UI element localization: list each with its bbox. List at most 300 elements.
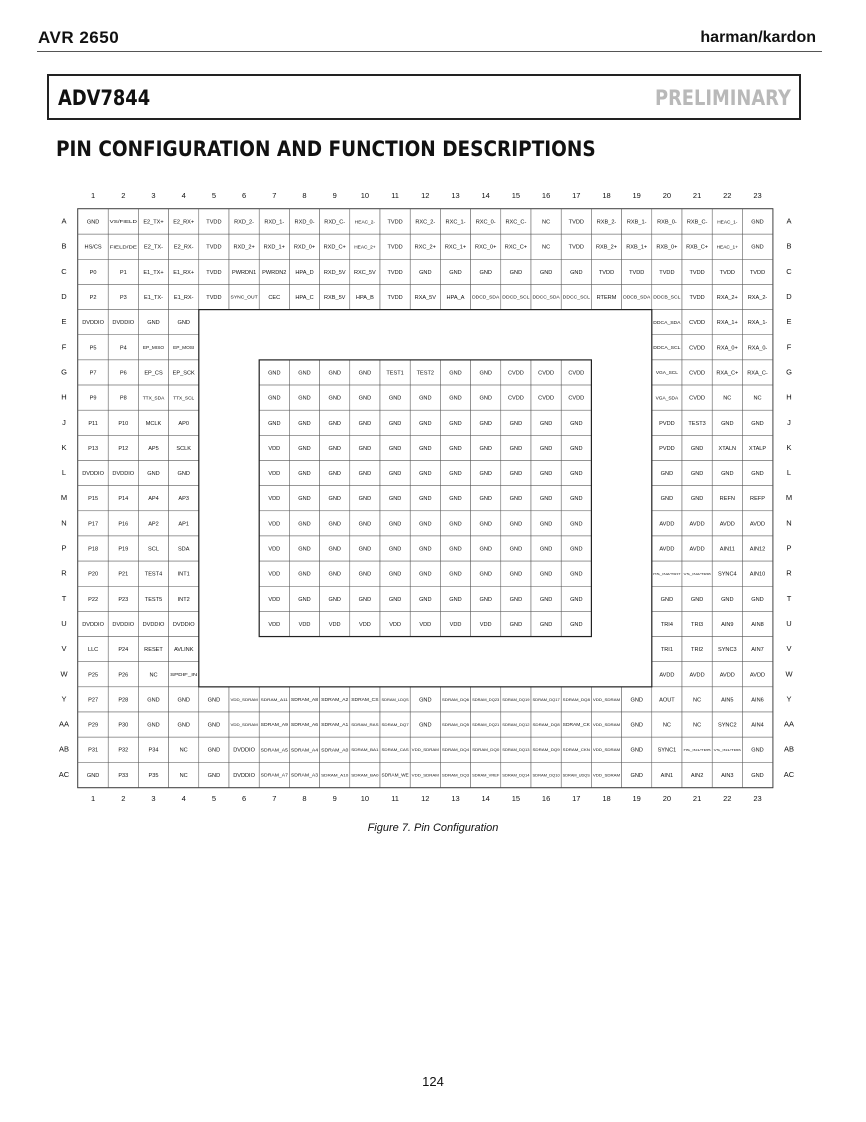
pin-label: DVDDIO [112, 320, 135, 327]
column-label-bottom: 11 [391, 793, 399, 803]
pin-label: LLC [87, 647, 99, 654]
pin-label: RXB_2+ [596, 244, 617, 251]
pin-label: AVDD [659, 546, 675, 553]
pin-label: CVDD [568, 370, 585, 377]
pin-label: TTX_SDA [142, 396, 165, 402]
pin-label: GND [86, 219, 100, 226]
pin-label: SYNC2 [717, 722, 737, 729]
pin-label: GND [388, 596, 402, 603]
pin-label: AIN6 [751, 697, 764, 704]
pin-label: RXB_C+ [686, 244, 709, 251]
pin-label: GND [570, 596, 583, 603]
pin-label: HPA_B [355, 295, 374, 302]
pin-label: P26 [118, 672, 129, 679]
pin-label: E2_TX- [144, 244, 163, 251]
pin-label: SDRAM_DQ9 [532, 748, 560, 753]
pin-label: DVDDIO [82, 320, 104, 327]
pin-label: FIELD/DE [109, 244, 138, 250]
pin-label: GND [298, 496, 311, 503]
pin-label: RESET [144, 647, 163, 654]
column-label-top: 1 [91, 190, 96, 200]
pin-label: RXC_2+ [414, 244, 436, 251]
row-label-left: B [61, 241, 67, 251]
pin-label: NC [542, 244, 551, 251]
pin-label: TVDD [387, 219, 403, 226]
column-label-top: 5 [211, 190, 216, 200]
column-label-top: 8 [302, 190, 307, 200]
pin-label: GND [479, 269, 492, 276]
pin-label: AIN8 [751, 621, 764, 628]
pin-label: SDRAM_DQ19 [502, 697, 530, 702]
pin-label: SDRAM_UDQS [562, 773, 591, 778]
pin-label: RXB_0- [657, 219, 677, 226]
pin-label: GND [449, 445, 462, 452]
pin-label: VS_IN2/TRI8 [683, 571, 712, 576]
pin-label: GND [328, 546, 341, 553]
pin-label: P20 [88, 571, 99, 578]
column-label-bottom: 13 [451, 793, 460, 803]
pin-label: GND [328, 471, 341, 478]
pin-label: P17 [88, 521, 99, 528]
pin-label: GND [419, 471, 432, 478]
pin-label: TEST1 [386, 370, 404, 377]
row-label-left: T [61, 593, 67, 603]
pin-label: REFP [750, 496, 765, 503]
pin-label: VDD [419, 621, 432, 628]
column-label-top: 23 [753, 190, 762, 200]
pin-label: AIN1 [660, 772, 674, 779]
pin-label: TRI2 [691, 647, 704, 654]
pin-label: SDRAM_CAS [381, 748, 410, 753]
pin-label: DVDDIO [233, 772, 255, 779]
pin-label: CVDD [538, 370, 555, 377]
row-label-right: G [786, 367, 792, 377]
pin-label: SDRAM_A11 [260, 697, 288, 702]
pin-label: GND [358, 471, 372, 478]
pin-label: GND [570, 420, 583, 427]
pin-label: GND [660, 596, 674, 603]
pin-label: GND [388, 546, 402, 553]
pin-label: GND [751, 244, 764, 251]
pin-label: GND [419, 445, 432, 452]
pin-label: GND [509, 521, 523, 528]
section-heading: PIN CONFIGURATION AND FUNCTION DESCRIPTIONS [56, 137, 596, 161]
pin-label: GND [419, 269, 432, 276]
pin-label: E1_TX+ [143, 269, 164, 276]
pin-label: GND [449, 521, 462, 528]
row-label-left: J [62, 417, 66, 427]
column-label-bottom: 8 [302, 793, 307, 803]
pin-label: NC [662, 722, 671, 729]
row-label-left: K [61, 442, 67, 452]
pin-label: NC [693, 697, 702, 704]
pin-label: DDCB_SCL [653, 294, 682, 300]
pin-label: GND [419, 722, 432, 729]
pin-label: RXD_1- [264, 219, 285, 226]
pin-label: GND [298, 596, 311, 603]
pin-label: E2_TX+ [143, 219, 164, 226]
pin-label: DVDDIO [112, 471, 135, 478]
pin-label: SDRAM_A0 [321, 747, 350, 753]
pin-label: VDD_SDRAM [230, 697, 258, 702]
pin-label: GND [328, 370, 341, 377]
pin-label: GND [177, 320, 190, 327]
row-label-left: W [60, 669, 68, 679]
pin-label: RXC_C+ [504, 244, 528, 251]
column-label-top: 19 [632, 190, 641, 200]
pin-label: GND [449, 395, 462, 402]
pin-label: CVDD [689, 320, 706, 327]
pin-label: AIN7 [751, 647, 764, 654]
pin-label: GND [177, 471, 190, 478]
pin-label: SDRAM_DQ0 [472, 748, 500, 753]
pin-label: GND [298, 445, 311, 452]
pin-label: AP3 [178, 496, 189, 503]
pin-label: GND [207, 747, 221, 754]
pin-label: VDD [389, 621, 402, 628]
pin-label: GND [570, 621, 583, 628]
pin-label: GND [419, 496, 432, 503]
pin-label: GND [298, 521, 311, 528]
pin-label: GND [358, 571, 372, 578]
pin-label: DDCA_SDA [653, 319, 681, 325]
pin-label: AVDD [719, 672, 735, 679]
pin-label: GND [147, 722, 160, 729]
pin-label: HS/CS [84, 244, 102, 251]
column-label-top: 12 [421, 190, 430, 200]
pin-label: SDRAM_DQ8 [562, 697, 590, 702]
pin-label: P30 [118, 722, 129, 729]
column-label-top: 7 [272, 190, 277, 200]
pin-label: SDRAM_DQ3 [441, 773, 470, 778]
pin-label: PWRDN2 [262, 269, 287, 276]
pin-label: GND [539, 521, 553, 528]
pin-label: P7 [89, 370, 97, 377]
pin-label: GND [690, 496, 704, 503]
pin-label: HEAC_2+ [354, 245, 376, 251]
pin-label: TVDD [387, 244, 403, 251]
pin-label: SYNC1 [657, 747, 677, 754]
pin-label: NC [542, 219, 551, 226]
pin-label: GND [449, 420, 462, 427]
pin-label: TRI1 [660, 647, 673, 654]
column-label-top: 13 [451, 190, 460, 200]
pin-label: VDD [479, 621, 492, 628]
pin-label: GND [449, 546, 462, 553]
status-watermark: PRELIMINARY [655, 86, 791, 110]
pin-label: GND [539, 621, 553, 628]
document-title: AVR 2650 [38, 28, 120, 47]
pin-label: GND [509, 546, 523, 553]
pin-label: P27 [88, 697, 99, 704]
pin-label: GND [419, 546, 432, 553]
pin-label: P1 [119, 269, 127, 276]
pin-label: GND [328, 420, 341, 427]
pin-label: SDRAM_WE [381, 772, 409, 778]
column-label-top: 21 [692, 190, 702, 200]
row-label-left: N [61, 518, 67, 528]
row-label-right: L [786, 468, 792, 478]
pin-label: EP_SCK [172, 370, 195, 377]
column-label-bottom: 4 [181, 793, 186, 803]
pin-label: SDRAM_DQ8 [532, 723, 560, 728]
pin-label: DVDDIO [233, 747, 255, 754]
column-label-bottom: 12 [421, 793, 430, 803]
pin-label: SDRAM_DQ6 [441, 697, 470, 702]
pin-label: TTX_SCL [173, 396, 195, 402]
pin-label: AP0 [178, 420, 189, 427]
pin-label: SDRAM_DQ4 [441, 748, 470, 753]
page-number: 124 [422, 1074, 444, 1089]
pin-label: P9 [89, 395, 97, 402]
pin-label: SDRAM_DQ21 [472, 722, 500, 727]
pin-label: RXD_1+ [263, 244, 285, 251]
pin-label: VDD [268, 521, 281, 528]
pin-label: SDRAM_A5 [260, 747, 289, 753]
pin-label: SDRAM_BA0 [351, 773, 379, 778]
pin-label: TVDD [719, 269, 735, 276]
row-label-left: H [61, 392, 67, 402]
pin-label: GND [358, 546, 372, 553]
pin-label: P23 [118, 596, 129, 603]
pin-label: AIN5 [721, 697, 734, 704]
pin-label: VDD [268, 445, 281, 452]
pin-label: GND [328, 395, 341, 402]
pin-label: DVDDIO [142, 621, 165, 628]
pin-label: GND [298, 571, 311, 578]
pin-label: TVDD [568, 244, 584, 251]
pin-label: TVDD [659, 269, 675, 276]
pin-label: AIN9 [721, 621, 734, 628]
pin-label: NC [723, 395, 732, 402]
pin-label: GND [449, 596, 462, 603]
pin-label: DDCD_SDA [472, 294, 500, 300]
pin-label: SDRAM_CKN [562, 748, 591, 753]
pin-label: GND [660, 471, 674, 478]
pin-label: GND [419, 395, 432, 402]
pin-label: SCL [148, 546, 159, 553]
column-label-top: 6 [242, 190, 247, 200]
pin-label: SYNC3 [717, 647, 737, 654]
brand-logo: harman/kardon [700, 29, 816, 46]
pin-label: DVDDIO [82, 621, 104, 628]
pin-label: TEST2 [416, 370, 435, 377]
column-label-bottom: 6 [242, 793, 247, 803]
pin-label: P5 [89, 345, 97, 352]
column-label-bottom: 17 [572, 793, 581, 803]
pin-label: RXD_2- [234, 219, 255, 226]
pin-label: XTALN [718, 445, 737, 452]
pin-label: RTERM [596, 295, 617, 302]
pin-label: GND [388, 420, 402, 427]
pin-label: NC [179, 772, 188, 779]
pin-label: AIN2 [690, 772, 704, 779]
pin-label: CVDD [689, 395, 706, 402]
column-label-top: 16 [541, 190, 551, 200]
pin-label: GND [751, 596, 764, 603]
pin-label: GND [328, 596, 341, 603]
pin-label: GND [509, 496, 523, 503]
pin-label: E1_TX- [144, 295, 163, 302]
row-label-right: AA [783, 719, 795, 729]
column-label-bottom: 21 [692, 793, 702, 803]
pin-label: VDD_SDRAM [230, 723, 258, 728]
pin-label: RXC_C- [505, 219, 527, 226]
pin-label: P32 [118, 747, 129, 754]
pin-label: SDRAM_RAS [351, 723, 380, 728]
pin-label: AVDD [689, 521, 705, 528]
pin-label: P14 [118, 496, 129, 503]
pin-label: GND [509, 596, 523, 603]
pin-label: GND [449, 496, 462, 503]
pin-label: GND [721, 471, 734, 478]
row-label-right: AB [783, 744, 795, 754]
pin-label: P18 [88, 546, 99, 553]
column-label-top: 10 [360, 190, 370, 200]
pin-label: PVDD [659, 445, 675, 452]
pin-label: TEST3 [688, 420, 706, 427]
pin-label: CVDD [689, 370, 706, 377]
pin-label: GND [660, 496, 674, 503]
pin-label: VDD [268, 471, 281, 478]
pin-label: GND [539, 269, 553, 276]
column-label-bottom: 22 [723, 793, 732, 803]
pin-label: CVDD [568, 395, 585, 402]
pin-label: GND [570, 471, 583, 478]
column-label-top: 22 [723, 190, 732, 200]
pin-label: GND [298, 370, 311, 377]
pin-label: GND [570, 445, 583, 452]
pin-label: GND [509, 445, 523, 452]
column-label-top: 3 [151, 190, 156, 200]
pin-label: DDCD_SCL [502, 294, 531, 300]
pin-label: TVDD [206, 244, 222, 251]
pin-label: GND [358, 496, 372, 503]
pin-label: SDRAM_A9 [260, 722, 289, 728]
pin-label: P10 [118, 420, 129, 427]
pin-label: CVDD [507, 395, 524, 402]
pin-label: GND [539, 596, 553, 603]
row-label-right: C [786, 266, 792, 276]
pin-label: GND [449, 571, 462, 578]
pin-label: SDRAM_VREF [472, 773, 500, 778]
pin-label: AIN11 [719, 546, 735, 553]
pin-label: GND [358, 445, 372, 452]
row-label-left: G [61, 367, 67, 377]
pin-label: GND [298, 395, 311, 402]
pin-label: VGA_SDA [655, 396, 679, 402]
pin-label: P12 [118, 445, 129, 452]
pin-label: SDA [177, 546, 190, 553]
pin-label: P15 [88, 496, 99, 503]
pin-label: TVDD [206, 295, 222, 302]
pin-label: P2 [89, 295, 97, 302]
pin-label: GND [479, 445, 492, 452]
pin-label: VS_IN1/TRI6 [713, 748, 742, 753]
pin-label: GND [147, 320, 160, 327]
pin-label: RXA_1- [747, 320, 768, 327]
pin-label: VDD [268, 621, 281, 628]
pin-label: TEST5 [144, 596, 163, 603]
pin-label: RXC_2- [415, 219, 436, 226]
column-label-bottom: 1 [91, 793, 96, 803]
pin-label: AIN3 [721, 772, 734, 779]
pin-label: GND [479, 370, 492, 377]
column-label-bottom: 7 [272, 793, 277, 803]
pin-label: SDRAM_A6 [290, 722, 319, 728]
row-label-right: U [786, 618, 792, 628]
pin-label: E2_RX- [173, 244, 194, 251]
pin-label: RXA_2+ [716, 295, 738, 302]
pin-label: GND [147, 697, 160, 704]
pin-label: TVDD [749, 269, 766, 276]
pin-label: GND [690, 471, 704, 478]
row-label-right: N [786, 518, 792, 528]
pin-label: RXC_1+ [444, 244, 467, 251]
row-label-right: K [786, 442, 792, 452]
pin-label: VDD [268, 546, 281, 553]
pin-label: AIN12 [749, 546, 766, 553]
pin-label: GND [509, 269, 523, 276]
pin-label: PWRDN1 [231, 269, 257, 276]
pin-label: SDRAM_DQ7 [381, 723, 409, 728]
pin-label: XTALP [748, 445, 767, 452]
pin-label: AOUT [659, 697, 675, 704]
column-label-bottom: 2 [121, 793, 126, 803]
pin-label: GND [298, 420, 311, 427]
pin-label: P33 [118, 772, 129, 779]
pin-label: RXA_1+ [716, 320, 738, 327]
pin-label: SDRAM_DQ12 [502, 722, 530, 727]
pin-label: P3 [119, 295, 127, 302]
column-label-bottom: 23 [753, 793, 762, 803]
pin-label: SDRAM_A10 [321, 773, 349, 778]
pin-label: GND [388, 445, 402, 452]
pin-label: NC [179, 747, 188, 754]
pin-label: GND [479, 571, 492, 578]
row-label-left: C [61, 266, 67, 276]
pin-label: GND [388, 571, 402, 578]
pin-label: GND [630, 747, 643, 754]
column-label-bottom: 16 [541, 793, 551, 803]
pin-label: GND [479, 420, 492, 427]
pin-label: RXB_C- [686, 219, 708, 226]
pin-label: AIN4 [751, 722, 764, 729]
row-label-right: W [785, 669, 793, 679]
pin-label: GND [751, 772, 764, 779]
pin-label: VDD_SDRAM [592, 773, 621, 778]
pin-label: CVDD [538, 395, 555, 402]
pin-label: P35 [148, 772, 159, 779]
pin-label: GND [721, 420, 734, 427]
pin-label: GND [751, 420, 764, 427]
pin-label: GND [630, 722, 643, 729]
pin-label: E1_RX+ [173, 269, 195, 276]
pin-label: RXA_2- [747, 295, 768, 302]
pin-label: GND [479, 596, 492, 603]
row-label-left: AC [58, 769, 70, 779]
row-label-left: M [60, 493, 68, 503]
pin-label: NC [753, 395, 762, 402]
pin-label: AVDD [719, 521, 735, 528]
pin-label: TEST4 [144, 571, 163, 578]
column-label-top: 15 [511, 190, 521, 200]
pin-label: GND [268, 370, 281, 377]
pin-label: CVDD [689, 345, 706, 352]
pin-label: TVDD [387, 295, 403, 302]
row-label-right: M [785, 493, 793, 503]
pin-label: GND [207, 722, 221, 729]
